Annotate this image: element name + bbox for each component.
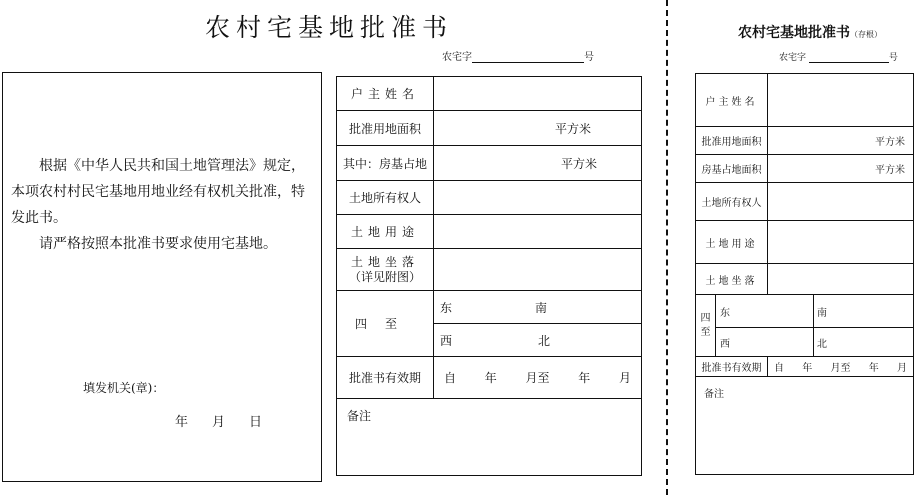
stub-validity-from: 自	[774, 363, 784, 374]
stub-land-owner-label: 土地所有权人	[696, 183, 768, 221]
main-title: 农村宅基地批准书	[205, 13, 454, 42]
stub-land-owner-field[interactable]	[768, 183, 914, 221]
validity-year2: 年	[578, 371, 591, 385]
owner-name-field[interactable]	[434, 77, 642, 111]
stub-row-location	[696, 264, 914, 295]
number-prefix: 农宅字	[442, 52, 472, 63]
east-label: 东	[440, 300, 453, 315]
row-remarks	[337, 399, 642, 476]
stub-east-south-cell[interactable]	[716, 295, 914, 328]
number-suffix: 号	[584, 52, 594, 63]
house-area-unit: 平方米	[560, 156, 597, 171]
stub-validity-year1: 年	[802, 363, 813, 374]
validity-label: 批准书有效期	[337, 357, 434, 399]
stub-row-remarks	[696, 377, 914, 475]
statement-text	[11, 153, 315, 257]
validity-month-to: 月至	[525, 371, 550, 385]
stub-boundaries-label: 四至	[696, 295, 716, 357]
stub-north-label: 北	[817, 338, 827, 350]
stub-approved-area-field[interactable]	[768, 127, 914, 155]
stub-location-field[interactable]	[768, 264, 914, 295]
issue-date	[175, 411, 262, 430]
stub-number-blank[interactable]	[809, 53, 889, 63]
remarks-label: 备注	[347, 409, 372, 423]
location-label	[337, 249, 434, 291]
remarks-field[interactable]	[337, 399, 642, 476]
perforation-line	[666, 0, 668, 495]
stub-remarks-field[interactable]	[696, 377, 914, 475]
south-label: 南	[535, 300, 548, 315]
stub-validity-label: 批准书有效期	[696, 357, 768, 377]
stub-validity-month-to: 月至	[830, 363, 851, 374]
stub-validity-field[interactable]	[768, 357, 914, 377]
land-use-label: 土地用途	[337, 215, 434, 249]
house-area-field[interactable]	[434, 146, 642, 181]
location-label-text: 土地坐落	[350, 254, 419, 269]
stub-owner-name-field[interactable]	[768, 74, 914, 127]
owner-name-label: 户主姓名	[337, 77, 434, 111]
row-land-use	[337, 215, 642, 249]
west-label: 西	[440, 333, 453, 348]
issue-date-year: 年	[175, 415, 189, 430]
number-blank[interactable]	[472, 52, 584, 63]
row-owner-name	[337, 77, 642, 111]
stub-row-land-use	[696, 221, 914, 264]
stub-validity-month2: 月	[897, 363, 907, 374]
statement-paragraph-1: 根据《中华人民共和国土地管理法》规定，本项农村村民宅基地用地业经有权机关批准，特发此书。	[11, 158, 305, 226]
stub-east-cell[interactable]	[716, 295, 814, 327]
approved-area-label: 批准用地面积	[337, 111, 434, 146]
stub-house-area-field[interactable]	[768, 155, 914, 183]
stub-land-use-label: 土地用途	[696, 221, 768, 264]
location-note: （详见附图）	[348, 269, 421, 284]
north-label: 北	[538, 333, 551, 348]
statement-box	[2, 72, 322, 482]
stub-south-label: 南	[817, 307, 827, 319]
stub-land-use-field[interactable]	[768, 221, 914, 264]
land-owner-field[interactable]	[434, 181, 642, 215]
validity-field[interactable]	[434, 357, 642, 399]
validity-year1: 年	[484, 371, 497, 385]
stub-row-owner-name	[696, 74, 914, 127]
validity-month2: 月	[618, 371, 631, 385]
stub-row-approved-area	[696, 127, 914, 155]
row-location	[337, 249, 642, 291]
location-field[interactable]	[434, 249, 642, 291]
stub-title-note: （存根）	[850, 30, 882, 39]
land-use-field[interactable]	[434, 215, 642, 249]
stub-north-cell[interactable]	[814, 328, 827, 356]
stub-approved-area-label: 批准用地面积	[696, 127, 768, 155]
stub-owner-name-label: 户主姓名	[696, 74, 768, 127]
house-area-label: 其中：房基占地	[337, 146, 434, 181]
row-boundaries-1	[337, 291, 642, 324]
approval-number-line	[442, 48, 594, 63]
stub-validity-year2: 年	[868, 363, 879, 374]
row-validity	[337, 357, 642, 399]
stub-row-boundaries-2	[696, 328, 914, 357]
stub-title	[738, 22, 882, 42]
stub-number-prefix: 农宅字	[779, 53, 807, 63]
stub-east-label: 东	[720, 307, 730, 319]
stub-row-house-area	[696, 155, 914, 183]
stub-west-cell[interactable]	[716, 328, 814, 356]
issue-date-month: 月	[212, 415, 226, 430]
validity-from: 自	[444, 371, 457, 385]
stub-form-table	[695, 73, 914, 475]
stub-location-label: 土地坐落	[696, 264, 768, 295]
stub-row-validity	[696, 357, 914, 377]
stub-house-area-unit: 平方米	[875, 165, 905, 176]
stub-title-text: 农村宅基地批准书	[738, 25, 850, 41]
west-north-cell[interactable]	[434, 324, 642, 357]
statement-paragraph-2: 请严格按照本批准书要求使用宅基地。	[39, 236, 277, 252]
boundaries-label: 四至	[337, 291, 434, 357]
stub-row-land-owner	[696, 183, 914, 221]
row-land-owner	[337, 181, 642, 215]
stub-approved-area-unit: 平方米	[875, 137, 905, 148]
issuer-label: 填发机关(章)：	[83, 381, 165, 395]
approved-area-unit: 平方米	[554, 121, 591, 136]
stub-house-area-label: 房基占地面积	[696, 155, 768, 183]
east-south-cell[interactable]	[434, 291, 642, 324]
approved-area-field[interactable]	[434, 111, 642, 146]
stub-remarks-label: 备注	[704, 389, 724, 400]
row-house-area	[337, 146, 642, 181]
stub-south-cell[interactable]	[814, 295, 827, 327]
stub-row-boundaries-1	[696, 295, 914, 328]
approval-form-table	[336, 76, 642, 476]
issue-date-day: 日	[249, 415, 263, 430]
stub-number-line	[779, 50, 898, 63]
stub-west-north-cell[interactable]	[716, 328, 914, 357]
stub-number-suffix: 号	[888, 53, 898, 63]
land-owner-label: 土地所有权人	[337, 181, 434, 215]
stub-west-label: 西	[720, 338, 730, 350]
row-approved-area	[337, 111, 642, 146]
